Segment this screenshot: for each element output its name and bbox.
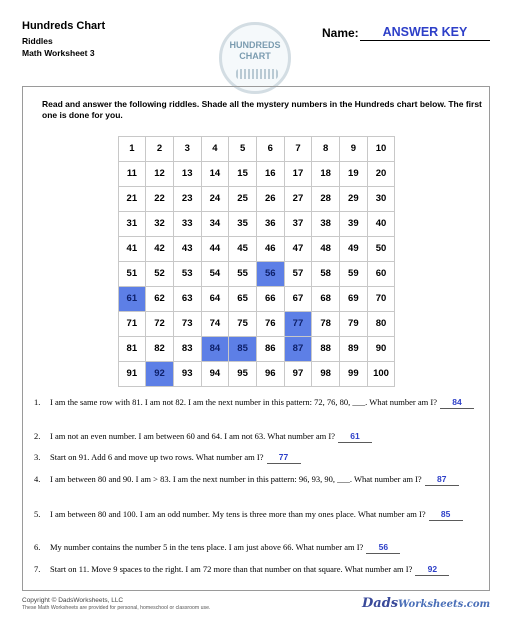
chart-cell[interactable]: 45 [228,236,257,262]
chart-cell[interactable]: 35 [228,211,257,237]
chart-cell[interactable]: 60 [367,261,396,287]
chart-cell[interactable]: 52 [145,261,174,287]
chart-cell[interactable]: 36 [256,211,285,237]
chart-cell[interactable]: 17 [284,161,313,187]
riddle-answer[interactable]: 77 [267,451,301,464]
chart-cell[interactable]: 43 [173,236,202,262]
chart-cell[interactable]: 58 [311,261,340,287]
riddle-number: 5. [34,509,41,519]
chart-cell[interactable]: 8 [311,136,340,162]
chart-cell[interactable]: 98 [311,361,340,387]
riddle-answer[interactable]: 61 [338,430,372,443]
chart-cell[interactable]: 83 [173,336,202,362]
riddle-answer[interactable]: 87 [425,473,459,486]
chart-cell[interactable]: 97 [284,361,313,387]
chart-cell-shaded[interactable]: 92 [145,361,174,387]
worksheet-subtitle: Riddles [22,36,53,46]
chart-cell[interactable]: 31 [118,211,147,237]
riddle-text [50,508,490,521]
riddle-answer[interactable]: 92 [415,563,449,576]
riddle-text [50,563,490,576]
chart-cell[interactable]: 39 [339,211,368,237]
riddle-question: I am between 80 and 90. I am > 83. I am the next number in this pattern: 96, 93, 90, ___. What number am I? [50,474,422,484]
riddle-item [22,473,477,499]
riddle-number: 7. [34,564,41,574]
chart-cell[interactable]: 42 [145,236,174,262]
riddle-item [22,396,477,422]
chart-cell[interactable]: 91 [118,361,147,387]
name-line [360,40,490,41]
copyright-text: Copyright © DadsWorksheets, LLC [22,597,124,604]
chart-cell[interactable]: 2 [145,136,174,162]
chart-cell[interactable]: 10 [367,136,396,162]
chart-cell[interactable]: 100 [367,361,396,387]
chart-cell[interactable]: 37 [284,211,313,237]
chart-cell[interactable]: 29 [339,186,368,212]
chart-cell[interactable]: 40 [367,211,396,237]
answer-key-label: ANSWER KEY [382,25,468,39]
riddle-text [50,473,490,486]
logo-text-line2: CHART [239,51,271,61]
chart-cell[interactable]: 23 [173,186,202,212]
worksheet-title: Hundreds Chart [22,20,106,32]
chart-cell[interactable]: 95 [228,361,257,387]
riddle-item [22,563,477,589]
chart-cell[interactable]: 12 [145,161,174,187]
chart-cell[interactable]: 96 [256,361,285,387]
chart-cell[interactable]: 41 [118,236,147,262]
chart-cell[interactable]: 89 [339,336,368,362]
brand-name: Dads [362,596,399,611]
logo-text-line1: HUNDREDS [229,40,281,50]
riddle-answer[interactable]: 85 [429,508,463,521]
chart-cell[interactable]: 16 [256,161,285,187]
usage-note: These Math Worksheets are provided for personal, homeschool or classroom use. [22,605,211,611]
riddle-question: Start on 91. Add 6 and move up two rows. What number am I? [50,452,264,462]
chart-cell[interactable]: 19 [339,161,368,187]
chart-cell[interactable]: 66 [256,286,285,312]
chart-cell[interactable]: 44 [201,236,230,262]
hundreds-chart-logo [219,22,291,94]
riddle-question: I am the same row with 81. I am not 82. I am the next number in this pattern: 72, 76, 80, ___. What number am I? [50,397,437,407]
chart-cell[interactable]: 50 [367,236,396,262]
riddle-answer[interactable]: 84 [440,396,474,409]
chart-cell[interactable]: 34 [201,211,230,237]
chart-cell[interactable]: 72 [145,311,174,337]
chart-cell[interactable]: 21 [118,186,147,212]
chart-cell[interactable]: 3 [173,136,202,162]
riddle-text [50,541,490,554]
chart-cell[interactable]: 30 [367,186,396,212]
chart-cell[interactable]: 73 [173,311,202,337]
chart-cell[interactable]: 20 [367,161,396,187]
riddle-number: 4. [34,474,41,484]
riddle-question: I am between 80 and 100. I am an odd number. My tens is three more than my ones place. What number am I? [50,509,426,519]
name-label: Name: [322,26,359,40]
chart-cell[interactable]: 67 [284,286,313,312]
chart-cell[interactable]: 69 [339,286,368,312]
chart-cell[interactable]: 47 [284,236,313,262]
chart-cell[interactable]: 7 [284,136,313,162]
riddle-text [50,396,490,409]
chart-cell[interactable]: 15 [228,161,257,187]
chart-cell[interactable]: 62 [145,286,174,312]
brand-suffix: Worksheets.com [398,599,491,610]
chart-cell[interactable]: 94 [201,361,230,387]
chart-cell[interactable]: 99 [339,361,368,387]
chart-cell[interactable]: 28 [311,186,340,212]
worksheet-number: Math Worksheet 3 [22,48,95,58]
chart-cell[interactable]: 11 [118,161,147,187]
hundreds-chart-grid [118,136,395,386]
riddle-number: 3. [34,452,41,462]
riddle-text [50,451,490,464]
chart-cell[interactable]: 80 [367,311,396,337]
chart-cell[interactable]: 74 [201,311,230,337]
chart-cell-shaded[interactable]: 87 [284,336,313,362]
chart-cell[interactable]: 13 [173,161,202,187]
logo-scribble [236,69,278,79]
chart-cell[interactable]: 32 [145,211,174,237]
chart-cell[interactable]: 48 [311,236,340,262]
chart-cell-shaded[interactable]: 56 [256,261,285,287]
instructions: Read and answer the following riddles. Shade all the mystery numbers in the Hundreds chart below. The first one is done for you. [42,99,482,120]
riddle-question: I am not an even number. I am between 60 and 64. I am not 63. What number am I? [50,431,335,441]
chart-cell[interactable]: 59 [339,261,368,287]
chart-cell[interactable]: 75 [228,311,257,337]
riddle-question: My number contains the number 5 in the tens place. I am just above 66. What number am I? [50,542,364,552]
chart-cell[interactable]: 68 [311,286,340,312]
riddle-number: 1. [34,397,41,407]
chart-cell-shaded[interactable]: 77 [284,311,313,337]
chart-cell[interactable]: 26 [256,186,285,212]
riddle-item [22,508,477,534]
chart-cell[interactable]: 82 [145,336,174,362]
riddle-number: 2. [34,431,41,441]
dadsworksheets-logo [362,596,492,614]
chart-cell[interactable]: 93 [173,361,202,387]
chart-cell[interactable]: 86 [256,336,285,362]
chart-cell[interactable]: 79 [339,311,368,337]
chart-cell[interactable]: 64 [201,286,230,312]
chart-cell[interactable]: 55 [228,261,257,287]
chart-cell[interactable]: 1 [118,136,147,162]
riddle-text [50,430,490,443]
chart-cell[interactable]: 5 [228,136,257,162]
chart-cell[interactable]: 81 [118,336,147,362]
chart-cell[interactable]: 4 [201,136,230,162]
chart-cell-shaded[interactable]: 61 [118,286,147,312]
chart-cell-shaded[interactable]: 85 [228,336,257,362]
chart-cell-shaded[interactable]: 84 [201,336,230,362]
chart-cell[interactable]: 57 [284,261,313,287]
chart-cell[interactable]: 9 [339,136,368,162]
chart-cell[interactable]: 18 [311,161,340,187]
chart-cell[interactable]: 71 [118,311,147,337]
chart-cell[interactable]: 25 [228,186,257,212]
chart-cell[interactable]: 14 [201,161,230,187]
chart-cell[interactable]: 6 [256,136,285,162]
chart-cell[interactable]: 78 [311,311,340,337]
chart-cell[interactable]: 54 [201,261,230,287]
chart-cell[interactable]: 27 [284,186,313,212]
chart-cell[interactable]: 51 [118,261,147,287]
chart-cell[interactable]: 46 [256,236,285,262]
chart-cell[interactable]: 53 [173,261,202,287]
chart-cell[interactable]: 24 [201,186,230,212]
chart-cell[interactable]: 65 [228,286,257,312]
chart-cell[interactable]: 38 [311,211,340,237]
chart-cell[interactable]: 22 [145,186,174,212]
chart-cell[interactable]: 88 [311,336,340,362]
chart-cell[interactable]: 90 [367,336,396,362]
chart-cell[interactable]: 49 [339,236,368,262]
chart-cell[interactable]: 63 [173,286,202,312]
chart-cell[interactable]: 70 [367,286,396,312]
riddle-number: 6. [34,542,41,552]
riddle-answer[interactable]: 56 [366,541,400,554]
chart-cell[interactable]: 76 [256,311,285,337]
riddle-question: Start on 11. Move 9 spaces to the right. I am 72 more than that number on that square. What number am I? [50,564,413,574]
chart-cell[interactable]: 33 [173,211,202,237]
